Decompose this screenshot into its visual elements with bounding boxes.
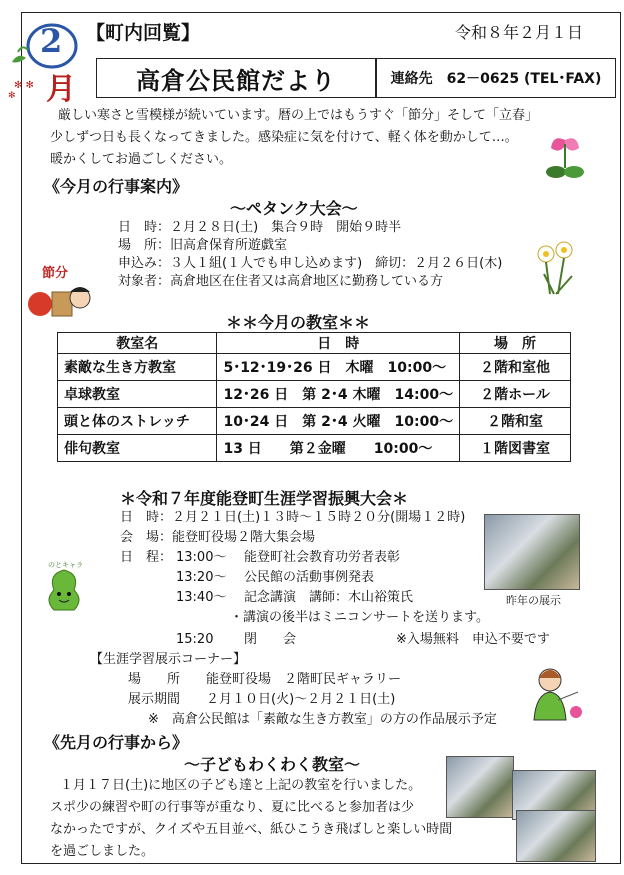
classes-header-row [58,333,571,354]
petanque-line-2: 場 所：旧高倉保育所遊戯室 [118,238,288,253]
cyclamen-illustration [540,132,590,182]
event-photo-1 [446,756,514,818]
schedule-item-2: 公民館の活動事例発表 [244,570,375,585]
petanque-line-1: 日 時：２月２８日(土) 集合９時 開始９時半 [118,220,402,235]
exhibit-note: ※ 高倉公民館は「素敵な生き方教室」の方の作品展示予定 [148,712,497,727]
petanque-line-4: 対象者：高倉地区在住者又は高倉地区に勤務している方 [118,274,444,289]
header-datetime: 日 時 [217,333,460,354]
month-number: 2 [40,22,63,60]
intro-line-3: 暖かくしてお過ごしください。 [50,152,233,167]
admission-note: ※入場無料 申込不要です [396,632,550,647]
closing-label: 閉 会 [244,632,297,647]
class-time: 10･24 日 第 2･4 火曜 10:00～ [217,408,460,435]
convention-datetime: 日 時：２月２１日(土)１３時～１５時２０分(開場１２時) [120,510,466,525]
class-name: 頭と体のストレッチ [58,408,217,435]
events-heading: 《今月の行事案内》 [44,177,189,196]
table-row [58,354,571,381]
class-name: 卓球教室 [58,381,217,408]
exhibit-title: 【生涯学習展示コーナー】 [90,652,247,667]
class-place: ２階和室他 [460,354,571,381]
closing-time: 15:20 [176,632,214,647]
table-row [58,435,571,462]
last-month-line-4: を過ごしました。 [50,844,155,859]
event-photo-3 [516,810,596,862]
schedule-item-1: 能登町社会教育功労者表彰 [244,550,401,565]
exhibit-photo [484,514,580,590]
last-month-line-2: スポ少の練習や町の行事等が重なり、夏に比べると参加者は少 [50,800,415,815]
class-place: ２階ホール [460,381,571,408]
daffodil-illustration [532,240,580,296]
schedule-item-3: 記念講演 講師：木山裕策氏 [244,590,414,605]
convention-title: ＊令和７年度能登町生涯学習振興大会＊ [120,489,409,508]
intro-line-2: 少しずつ日も長くなってきました。感染症に気を付けて、軽く体を動かして…。 [50,130,518,145]
schedule-label: 日 程： [120,550,173,565]
last-month-line-1: １月１７日(土)に地区の子ども達と上記の教室を行いました。 [60,778,422,793]
schedule-time-3: 13:40～ [176,590,227,605]
class-place: １階図書室 [460,435,571,462]
petanque-title: ～ペタンク大会～ [230,199,358,218]
class-name: 素敵な生き方教室 [58,354,217,381]
intro-line-1: 厳しい寒さと雪模様が続いています。暦の上ではもうすぐ「節分」そして「立春」 [58,108,538,123]
class-time: 5･12･19･26 日 木曜 10:00～ [217,354,460,381]
table-row [58,408,571,435]
mascot-illustration [44,568,84,614]
svg-text:✻: ✻ [8,91,16,101]
last-month-title: ～子どもわくわく教室～ [184,755,361,774]
concert-note: ・講演の後半はミニコンサートを送ります。 [230,610,489,625]
classes-title: ＊＊今月の教室＊＊ [226,313,371,332]
class-place: ２階和室 [460,408,571,435]
mascot-label: のとキャラ [48,561,83,569]
class-time: 12･26 日 第 2･4 木曜 14:00～ [217,381,460,408]
schedule-time-1: 13:00～ [176,550,227,565]
contact-info: 連絡先 62－0625 (TEL･FAX) [376,58,616,98]
month-char: 月 [46,72,76,107]
setsubun-label: 節分 [42,266,69,281]
class-name: 俳句教室 [58,435,217,462]
petanque-line-3: 申込み：３人１組(１人でも申し込めます) 締切：２月２６日(木) [118,256,503,271]
circular-tag: 【町内回覧】 [86,22,201,44]
month-badge [4,22,90,107]
class-time: 13 日 第２金曜 10:00～ [217,435,460,462]
header-class-name: 教室名 [58,333,217,354]
exhibit-place: 場 所 能登町役場 ２階町民ギャラリー [128,672,402,687]
header-place: 場 所 [460,333,571,354]
schedule-time-2: 13:20～ [176,570,227,585]
photo-caption: 昨年の展示 [506,594,561,607]
exhibit-period: 展示期間 ２月１０日(火)～２月２１日(土) [128,692,396,707]
svg-text:✻ ✻: ✻ ✻ [14,80,34,91]
setsubun-illustration [26,278,92,320]
table-row [58,381,571,408]
last-month-heading: 《先月の行事から》 [44,733,189,752]
classes-table [57,332,571,462]
last-month-line-3: なかったですが、クイズや五目並べ、紙ひこうき飛ばしと楽しい時間 [50,822,453,837]
knitting-woman-illustration [528,664,588,722]
convention-venue: 会 場：能登町役場２階大集会場 [120,530,316,545]
issue-date: 令和８年２月１日 [455,23,584,42]
newsletter-title: 高倉公民館だより [96,58,376,98]
